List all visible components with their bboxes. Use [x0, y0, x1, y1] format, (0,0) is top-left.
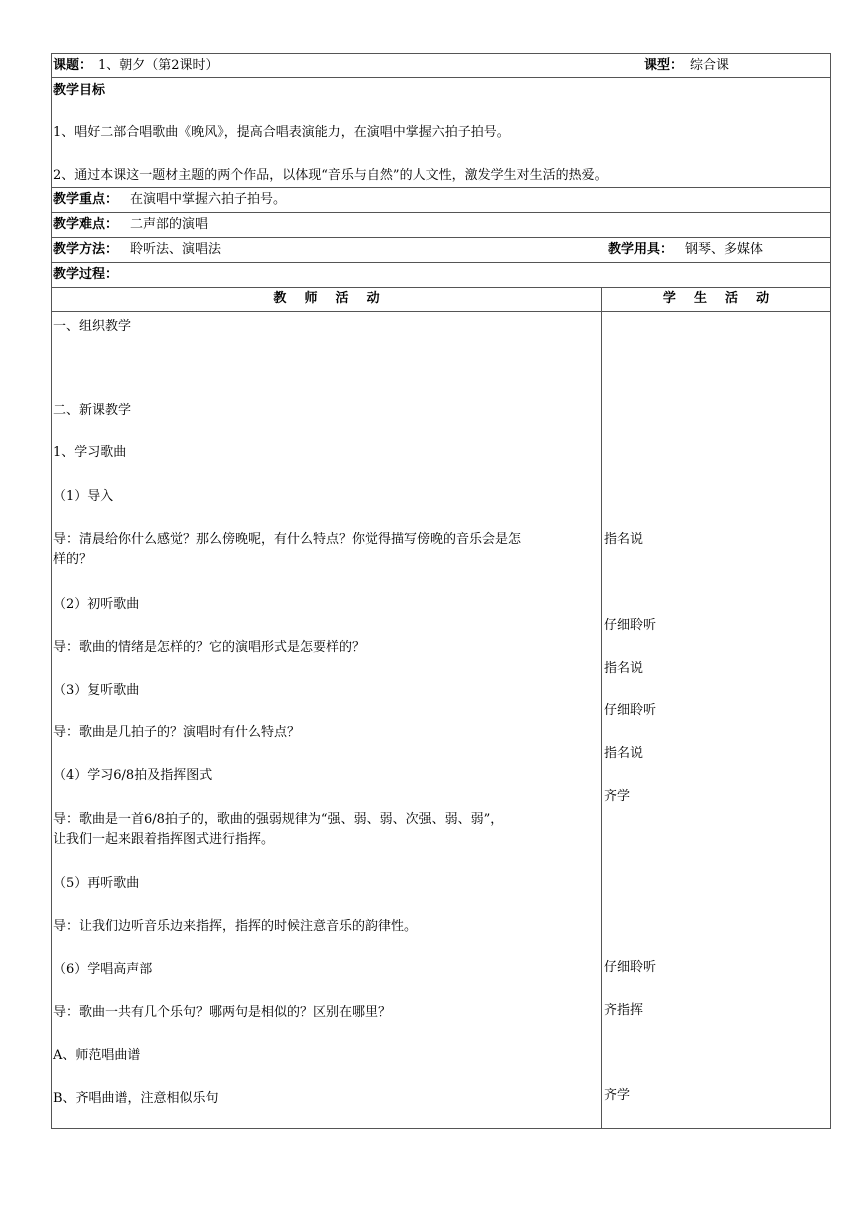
student-activity: 仔细聆听 [604, 703, 657, 718]
difficulty-label: 教学难点： [53, 217, 119, 232]
process-row [51, 262, 831, 288]
objectives-label: 教学目标 [53, 83, 106, 98]
list-item: （4）学习6/8拍及指挥图式 [53, 768, 213, 783]
objective-item-2: 2、通过本课这一题材主题的两个作品，以体现“音乐与自然”的人文性，激发学生对生活的热爱。 [53, 168, 608, 183]
list-item: 1、学习歌曲 [53, 445, 127, 460]
list-item: 导：歌曲的情绪是怎样的？它的演唱形式是怎要样的？ [53, 640, 366, 655]
student-activity: 齐学 [604, 1088, 631, 1103]
topic-value: 1、朝夕（第2课时） [98, 58, 219, 73]
list-item: 导：歌曲是一首6/8拍子的，歌曲的强弱规律为“强、弱、弱、次强、弱、弱”， [53, 812, 504, 827]
type-label: 课型： [644, 58, 684, 73]
student-activity: 仔细聆听 [604, 618, 657, 633]
method-row [51, 237, 831, 263]
list-item: （5）再听歌曲 [53, 876, 140, 891]
list-item: 二、新课教学 [53, 403, 132, 418]
teacher-column-header: 教 师 活 动 [273, 291, 380, 306]
column-divider [601, 312, 602, 1128]
student-activity: 指名说 [604, 746, 644, 761]
key-point-value: 在演唱中掌握六拍子拍号。 [130, 192, 287, 207]
student-activity: 齐学 [604, 789, 631, 804]
list-item: A、师范唱曲谱 [53, 1048, 141, 1063]
student-activity: 仔细聆听 [604, 960, 657, 975]
student-activity: 指名说 [604, 532, 644, 547]
student-activity: 指名说 [604, 661, 644, 676]
list-item: B、齐唱曲谱，注意相似乐句 [53, 1091, 219, 1106]
key-point-label: 教学重点： [53, 192, 119, 207]
type-value: 综合课 [690, 58, 730, 73]
method-value: 聆听法、演唱法 [130, 242, 222, 257]
list-item: 导：清晨给你什么感觉？那么傍晚呢，有什么特点？你觉得描写傍晚的音乐会是怎 [53, 532, 522, 547]
tools-value: 钢琴、多媒体 [685, 242, 764, 257]
key-point-row [51, 187, 831, 213]
list-item: 导：歌曲一共有几个乐句？哪两句是相似的？区别在哪里？ [53, 1005, 392, 1020]
list-item: （6）学唱高声部 [53, 962, 153, 977]
activity-body-row [51, 311, 831, 1129]
list-item: 导：让我们边听音乐边来指挥，指挥的时候注意音乐的韵律性。 [53, 919, 418, 934]
list-item: 一、组织教学 [53, 319, 132, 334]
column-header-row [51, 287, 831, 312]
objectives-row [51, 77, 831, 188]
list-item: （2）初听歌曲 [53, 597, 140, 612]
list-item: 样的？ [53, 552, 93, 567]
difficulty-value: 二声部的演唱 [130, 217, 209, 232]
student-column-header: 学 生 活 动 [662, 291, 770, 306]
objective-item-1: 1、唱好二部合唱歌曲《晚风》，提高合唱表演能力，在演唱中掌握六拍子拍号。 [53, 125, 510, 140]
topic-row [51, 53, 831, 78]
difficulty-row [51, 212, 831, 238]
list-item: 导：歌曲是几拍子的？演唱时有什么特点？ [53, 725, 301, 740]
list-item: 让我们一起来跟着指挥图式进行指挥。 [53, 832, 275, 847]
process-label: 教学过程： [53, 267, 119, 282]
topic-label: 课题： [53, 58, 93, 73]
list-item: （3）复听歌曲 [53, 683, 140, 698]
method-label: 教学方法： [53, 242, 119, 257]
list-item: （1）导入 [53, 489, 114, 504]
tools-label: 教学用具： [608, 242, 674, 257]
student-activity: 齐指挥 [604, 1003, 644, 1018]
